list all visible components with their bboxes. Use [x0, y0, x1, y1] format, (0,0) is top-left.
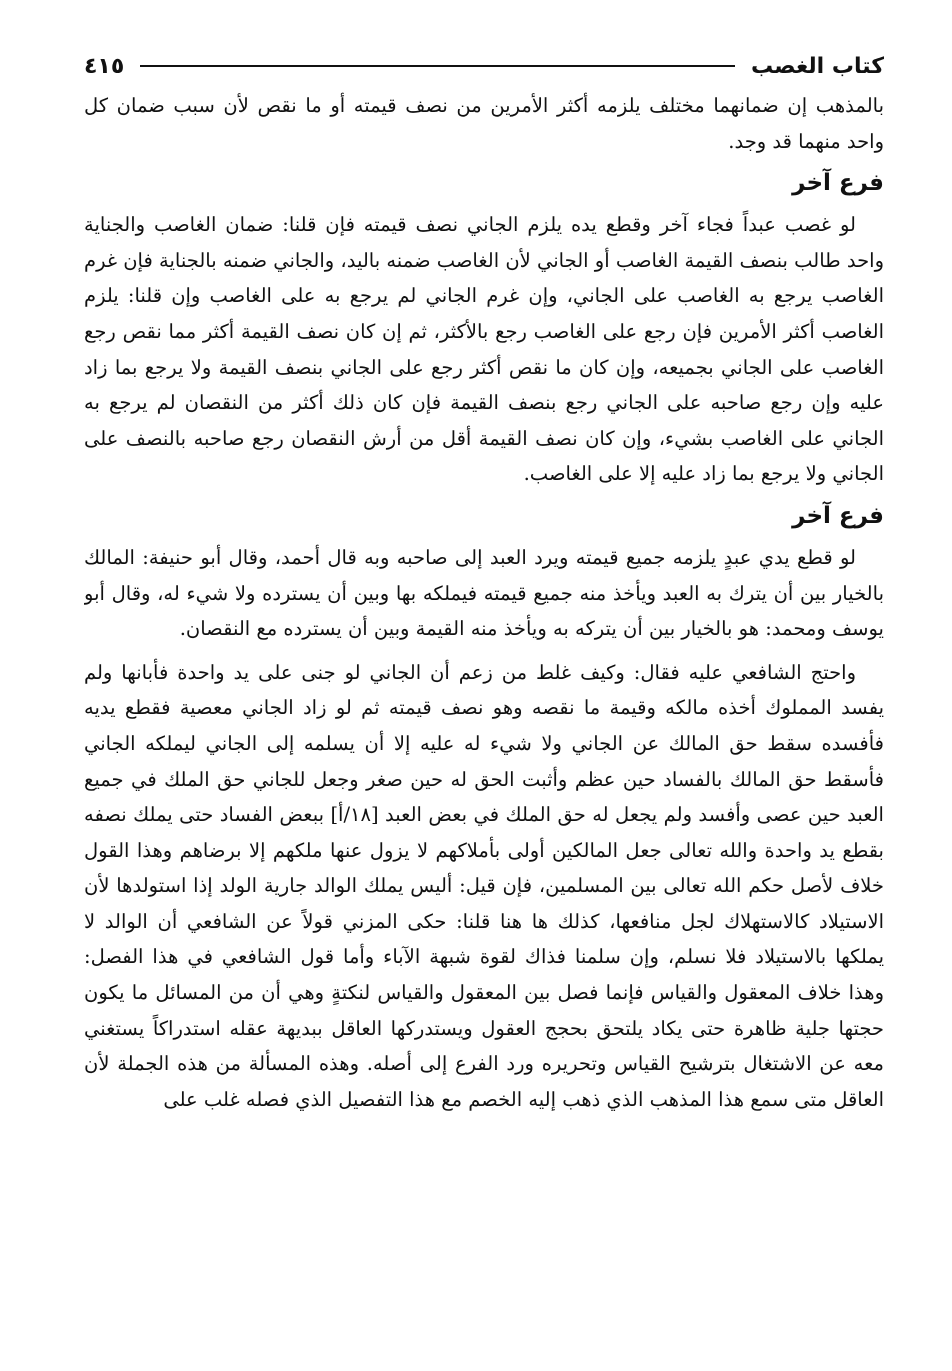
section-heading-2: فرع آخر: [792, 502, 884, 529]
page-number: ٤١٥: [84, 53, 125, 79]
opening-paragraph: بالمذهب إن ضمانهما مختلف يلزمه أكثر الأمرين من نصف قيمته أو ما نقص لأن سبب ضمان كل واحد منهما قد وجد.: [84, 94, 884, 153]
book-title: كتاب الغصب: [751, 53, 884, 79]
book-page: [84, 44, 884, 1354]
section-2-paragraph-2: واحتج الشافعي عليه فقال: وكيف غلط من زعم أن الجاني لو جنى على يد واحدة فأبانها ولم يفسد المملوك أخذه مالكه وقيمة ما نقصه وهو نصف قيمته ثم لو زاد الجاني معصية فقطع يديه فأفسده سقط حق المالك عن الجاني ولا شيء له عليه إلا أن يسلمه إلى الجاني ليملكه الجاني فأسقط حق المالك بالفساد حين عظم وأثبت الحق له حين صغر وجعل للجاني حق الملك في جميع العبد حين عصى وأفسد ولم يجعل له حق الملك في بعض العبد [١٨/أ] ببعض الفساد حتى يملك نصفه بقطع يد واحدة والله تعالى جعل المالكين أولى بأملاكهم لا يزول عنها ملكهم إلا برضاهم وهذا القول خلاف لأصل حكم الله تعالى بين المسلمين، فإن قيل: أليس يملك الوالد جارية الولد إذا استولدها لأن الاستيلاد كالاستهلاك لجل منافعها، كذلك ها هنا قلنا: حكى المزني قولاً عن الشافعي أن الوالد لا يملكها بالاستيلاد فلا نسلم، وإن سلمنا فذاك لقوة شبهة الآباء وأما قول الشافعي في هذا الفصل: وهذا خلاف المعقول والقياس فإنما فصل بين المعقول والقياس لنكتةٍ وهي أن من المسائل ما يكون حجتها جلية ظاهرة حتى يكاد يلتحق بحجج العقول ويستدركها العاقل ببديهة عقله استدراكاً يستغني معه عن الاشتغال بترشيح القياس وتحريره ورد الفرع إلى أصله. وهذه المسألة من هذه الجملة لأن العاقل متى سمع هذا المذهب الذي ذهب إليه الخصم مع هذا التفصيل الذي فصله غلب على: [84, 660, 884, 1111]
section-2-paragraph-1: لو قطع يدي عبدٍ يلزمه جميع قيمته ويرد العبد إلى صاحبه وبه قال أحمد، وقال أبو حنيفة: المالك بالخيار بين أن يترك به العبد ويأخذ منه جميع قيمته فيملكه بها وبين أن يسترده ولا شيء له، وقال أبو يوسف ومحمد: هو بالخيار بين أن يتركه به ويأخذ منه القيمة وبين أن يسترده مع النقصان.: [84, 545, 884, 641]
page-body: [84, 88, 884, 1117]
section-heading-1: فرع آخر: [792, 170, 884, 197]
header-rule: [140, 65, 735, 67]
section-1-paragraph: لو غصب عبداً فجاء آخر وقطع يده يلزم الجاني نصف قيمته فإن قلنا: ضمان الغاصب والجناية واحد طالب بنصف القيمة الغاصب أو الجاني لأن الغاصب ضمنه باليد، والجاني ضمنه بالجناية فإن غرم الغاصب يرجع به الغاصب على الجاني، وإن غرم الجاني لم يرجع به على الغاصب وإن قلنا: يلزم الغاصب أكثر الأمرين فإن رجع على الغاصب رجع بالأكثر، ثم إن كان نصف القيمة أكثر مما نقص رجع الغاصب على الجاني بجميعه، وإن كان ما نقص أكثر رجع على الجاني بنصف القيمة ولا يرجع بما زاد عليه وإن رجع صاحبه على الجاني رجع بنصف القيمة فإن كان ذلك أكثر من النقصان لم يرجع به الجاني على الغاصب بشيء، وإن كان نصف القيمة أقل من أرش النقصان رجع صاحبه بالنصف على الجاني ولا يرجع بما زاد عليه إلا على الغاصب.: [84, 213, 884, 486]
running-header: [84, 44, 884, 88]
